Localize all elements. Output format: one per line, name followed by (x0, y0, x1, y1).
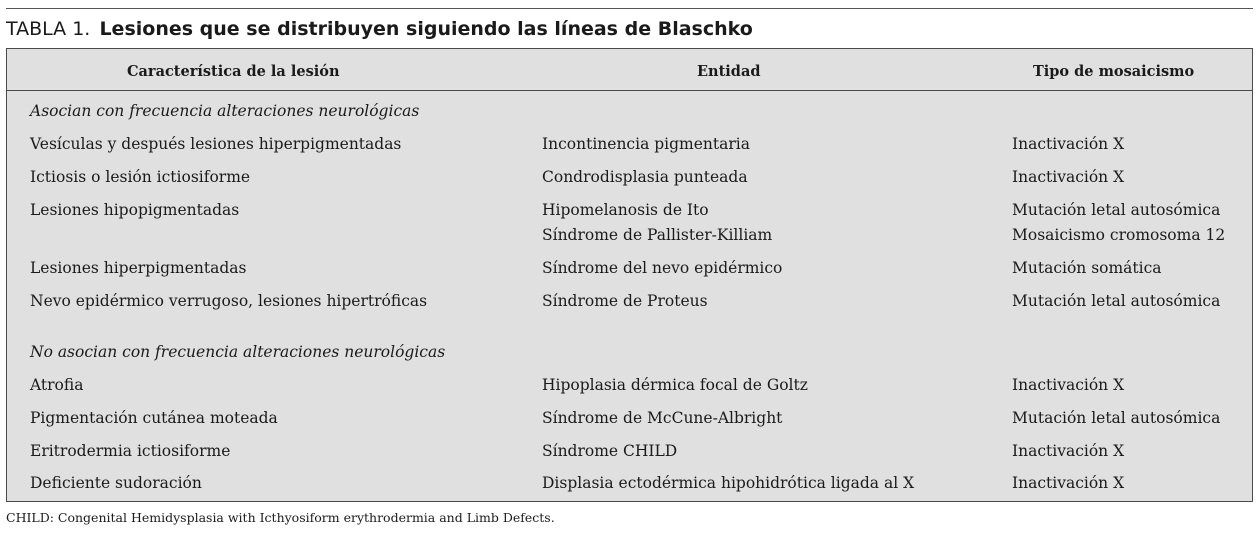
cell-mosaicismo: Mutación letal autosómica (1012, 292, 1221, 310)
cell-entidad: Síndrome CHILD (542, 442, 678, 460)
table-footnote: CHILD: Congenital Hemidysplasia with Icthyosiform erythrodermia and Limb Defects. (6, 510, 555, 525)
table-caption (6, 14, 753, 44)
cell-entidad: Displasia ectodérmica hipohidrótica ligada al X (542, 474, 915, 492)
header-mosaicismo: Tipo de mosaicismo (1033, 63, 1195, 80)
cell-mosaicismo: Mutación letal autosómica (1012, 201, 1221, 219)
cell-entidad: Hipomelanosis de Ito (542, 201, 709, 219)
cell-lesion: Vesículas y después lesiones hiperpigmentadas (30, 135, 402, 153)
cell-lesion: Ictiosis o lesión ictiosiforme (30, 168, 251, 186)
header-entidad: Entidad (697, 63, 761, 80)
cell-mosaicismo: Inactivación X (1012, 474, 1125, 492)
cell-entidad: Síndrome de McCune-Albright (542, 409, 783, 427)
table (6, 48, 1253, 502)
cell-lesion: Deficiente sudoración (30, 474, 202, 492)
cell-entidad: Síndrome del nevo epidérmico (542, 259, 783, 277)
cell-lesion: Lesiones hipopigmentadas (30, 201, 240, 219)
cell-mosaicismo: Mosaicismo cromosoma 12 (1012, 226, 1226, 244)
cell-mosaicismo: Inactivación X (1012, 376, 1125, 394)
header-caracteristica: Característica de la lesión (127, 63, 340, 80)
cell-lesion: Eritrodermia ictiosiforme (30, 442, 231, 460)
section-heading-no-asocian: No asocian con frecuencia alteraciones neurológicas (30, 343, 446, 361)
cell-lesion: Pigmentación cutánea moteada (30, 409, 278, 427)
cell-lesion: Atrofia (30, 376, 84, 394)
cell-lesion: Nevo epidérmico verrugoso, lesiones hipertróficas (30, 292, 428, 310)
section-heading-asocian: Asocian con frecuencia alteraciones neurológicas (30, 102, 420, 120)
table-header-row (7, 49, 1252, 91)
cell-mosaicismo: Inactivación X (1012, 135, 1125, 153)
table-label: TABLA 1. (6, 18, 91, 40)
cell-lesion: Lesiones hiperpigmentadas (30, 259, 247, 277)
top-rule (6, 8, 1253, 9)
cell-entidad: Síndrome de Proteus (542, 292, 708, 310)
cell-entidad: Condrodisplasia punteada (542, 168, 748, 186)
cell-entidad: Síndrome de Pallister-Killiam (542, 226, 773, 244)
cell-mosaicismo: Inactivación X (1012, 168, 1125, 186)
table-title: Lesiones que se distribuyen siguiendo las líneas de Blaschko (99, 18, 753, 40)
cell-mosaicismo: Mutación letal autosómica (1012, 409, 1221, 427)
cell-entidad: Incontinencia pigmentaria (542, 135, 750, 153)
cell-entidad: Hipoplasia dérmica focal de Goltz (542, 376, 808, 394)
cell-mosaicismo: Mutación somática (1012, 259, 1162, 277)
cell-mosaicismo: Inactivación X (1012, 442, 1125, 460)
